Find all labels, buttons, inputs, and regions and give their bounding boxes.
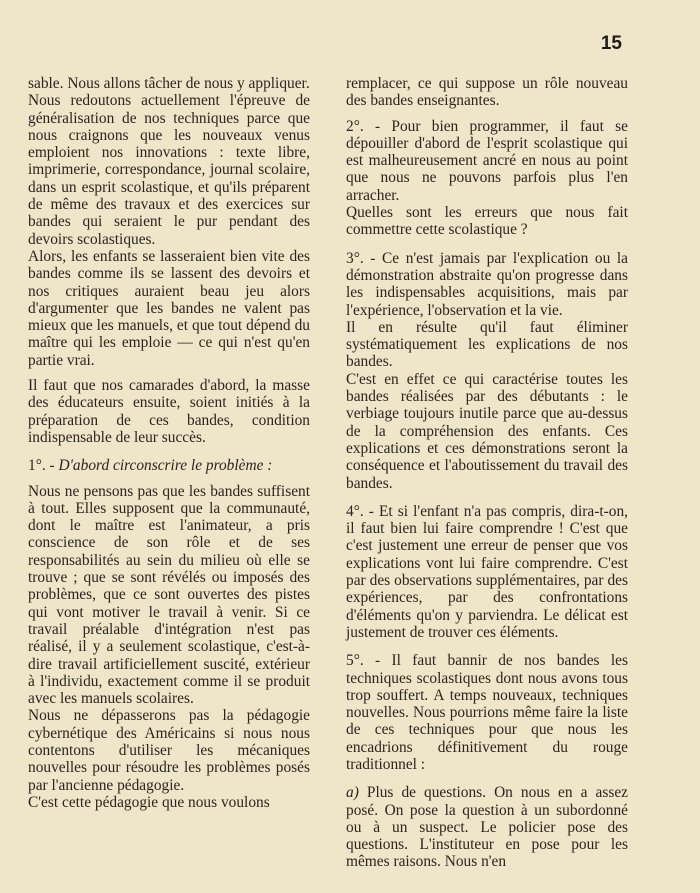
page-number: 15 bbox=[600, 33, 622, 54]
paragraph: C'est en effet ce qui caractérise toutes les bandes réalisées par des débutants : le verbiage toujours inutile parce que au-dessus de la compréhension des enfants. Ces explications et ces démonstrations seront la conséquence et l'aboutissement du travail des bandes. bbox=[346, 370, 628, 492]
paragraph: 3°. - Ce n'est jamais par l'explication ou la démonstration abstraite qu'on progresse dans les indispensables acquisitions, mais par l'expérience, l'observation et la vie. bbox=[346, 249, 628, 319]
paragraph: Alors, les enfants se lasseraient bien vite des bandes comme ils se lassent des devoirs et nos critiques auraient beau jeu alors d'argumenter que les bandes ne valent pas mieux que les manuels, et que tout dépend du maître qui les emploie — ce qui n'est qu'en partie vrai. bbox=[28, 247, 310, 369]
paragraph: sable. Nous allons tâcher de nous y appliquer. bbox=[28, 75, 310, 92]
paragraph: Nous ne dépasserons pas la pédagogie cybernétique des Américains si nous nous contentons d'utiliser les mécaniques nouvelles pour résoudre les problèmes posés par l'ancienne pédagogie. bbox=[28, 707, 310, 794]
right-column bbox=[346, 75, 628, 871]
list-text: Plus de questions. On nous en a assez posé. On pose la question à un subordonné ou à un suspect. Le policier pose des questions. L'instituteur en pose pour les mêmes raisons. Nous n'en bbox=[346, 784, 628, 871]
paragraph: Il en résulte qu'il faut éliminer systématiquement les explications de nos bandes. bbox=[346, 318, 628, 371]
paragraph: C'est cette pédagogie que nous voulons bbox=[28, 793, 270, 811]
paragraph bbox=[346, 784, 628, 870]
left-column bbox=[28, 75, 310, 811]
paragraph: Quelles sont les erreurs que nous fait commettre cette scolastique ? bbox=[346, 204, 628, 239]
paragraph: remplacer, ce qui suppose un rôle nouveau des bandes enseignantes. bbox=[346, 75, 628, 110]
section-title: D'abord circonscrire le problème : bbox=[58, 457, 273, 475]
paragraph: Nous redoutons actuellement l'épreuve de généralisation de nos techniques parce que nous craignons que les nouveaux venus emploient nos innovations : texte libre, imprimerie, correspondance, journal scolaire, dans un esprit scolastique, et qu'ils préparent de même des travaux et des exercices sur bandes qui seraient le pur pendant des devoirs scolastiques. bbox=[28, 92, 310, 248]
paragraph: 2°. - Pour bien programmer, il faut se dépouiller d'abord de l'esprit scolastique qui est malheureusement ancré en nous au point que nous ne pouvons parfois plus l'en arracher. bbox=[346, 117, 628, 204]
section-number: 1°. - bbox=[28, 457, 59, 475]
section-heading bbox=[28, 457, 310, 474]
paragraph: Il faut que nos camarades d'abord, la masse des éducateurs ensuite, soient initiés à la préparation de ces bandes, condition indispensable de leur succès. bbox=[28, 377, 310, 446]
list-marker: a) bbox=[346, 784, 359, 802]
paragraph: Nous ne pensons pas que les bandes suffisent à tout. Elles supposent que la communauté, dont le maître est l'animateur, a pris conscience de son rôle et de ses responsabilités au sein du milieu où elle se trouve ; que se sont révélés ou imposés des problèmes, que ce sont ouvertes des pistes qui vont motiver le travail à venir. Si ce travail préalable d'intégration n'est pas réalisé, il y a seulement scolastique, c'est-à-dire travail artificiellement suscité, extérieur à l'individu, exactement comme il se produit avec les manuels scolaires. bbox=[28, 482, 310, 708]
paragraph: 5°. - Il faut bannir de nos bandes les techniques scolastiques dont nous avons tous trop souffert. A temps nouveaux, techniques nouvelles. Nous pourrions même faire la liste de ces techniques pour que nous les encadrions définitivement du rouge traditionnel : bbox=[346, 652, 628, 773]
paragraph: 4°. - Et si l'enfant n'a pas compris, dira-t-on, il faut bien lui faire comprendre ! C'est que c'est justement une erreur de penser que vos explications vont lui faire comprendre. C'est par des observations supplémentaires, par des expériences, par des confrontations d'éléments qu'on y parviendra. Le délicat est justement de trouver ces éléments. bbox=[346, 502, 628, 641]
